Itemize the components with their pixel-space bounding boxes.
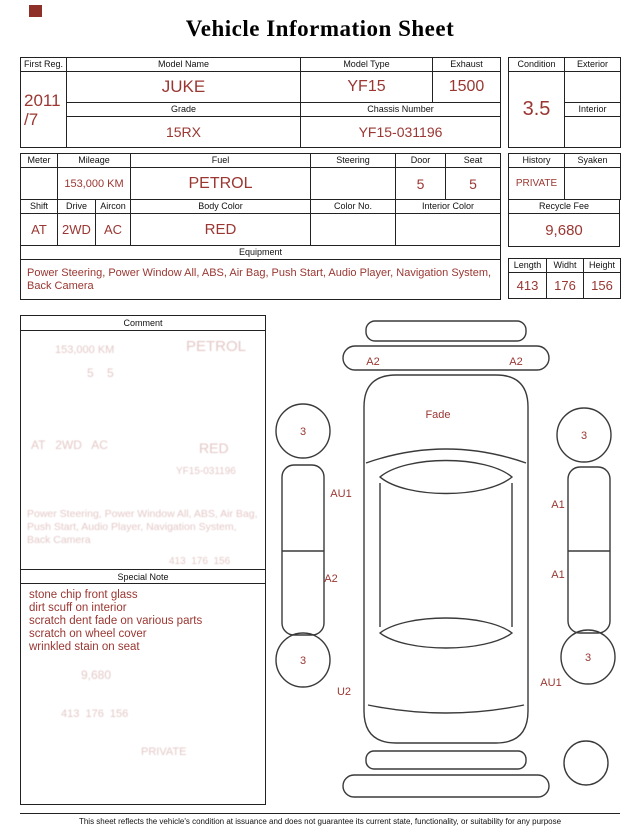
rear-window xyxy=(380,618,512,648)
ghost-text: YF15-031196 xyxy=(176,466,236,477)
special-note-line: scratch on wheel cover xyxy=(29,628,147,640)
special-note-line: dirt scuff on interior xyxy=(29,602,127,614)
fuel-label: Fuel xyxy=(131,154,311,168)
right-side-panel xyxy=(568,467,610,633)
door-value: 5 xyxy=(396,168,446,200)
grade-value: 15RX xyxy=(67,117,301,148)
special-note-line: wrinkled stain on seat xyxy=(29,641,140,653)
exterior-label: Exterior xyxy=(565,58,621,72)
ghost-text: Power Steering, Power Window All, ABS, Air Bag, Push Start, Audio Player, Navigation System, Back Camera xyxy=(27,508,258,546)
mark-left-rear: U2 xyxy=(336,686,352,698)
mark-wheel-fr: 3 xyxy=(580,430,588,442)
mileage-value: 153,000 KM xyxy=(58,168,131,200)
model-type-label: Model Type xyxy=(301,58,433,72)
condition-value: 3.5 xyxy=(509,72,565,148)
door-label: Door xyxy=(396,154,446,168)
car-body-outline xyxy=(364,375,528,743)
history-table xyxy=(508,153,621,200)
condition-label: Condition xyxy=(509,58,565,72)
recycle-fee-table xyxy=(508,199,620,247)
width-value: 176 xyxy=(547,273,584,299)
front-bumper-inner xyxy=(366,321,526,341)
rear-bumper-inner xyxy=(366,751,526,769)
shift-value: AT xyxy=(21,214,58,246)
equipment-label: Equipment xyxy=(21,246,501,260)
history-value: PRIVATE xyxy=(509,168,565,200)
body-color-label: Body Color xyxy=(131,200,311,214)
car-condition-diagram xyxy=(268,315,628,815)
rear-bumper xyxy=(343,775,549,797)
dimensions-table xyxy=(508,258,621,299)
mark-hood-fade: Fade xyxy=(425,409,451,421)
ghost-text: PETROL xyxy=(186,338,247,355)
length-label: Length xyxy=(509,259,547,273)
exterior-value xyxy=(565,72,621,103)
details-table xyxy=(20,153,501,300)
mark-front-right: A2 xyxy=(509,356,523,368)
special-note-line: scratch dent fade on various parts xyxy=(29,615,203,627)
first-reg-month: /7 xyxy=(24,109,39,129)
shift-label: Shift xyxy=(21,200,58,214)
footer xyxy=(20,813,620,826)
mark-wheel-rl: 3 xyxy=(299,655,307,667)
history-label: History xyxy=(509,154,565,168)
body-color-value: RED xyxy=(131,214,311,246)
color-no-label: Color No. xyxy=(311,200,396,214)
ghost-text: PRIVATE xyxy=(141,746,187,758)
ghost-text: 9,680 xyxy=(81,668,112,682)
width-label: Widht xyxy=(547,259,584,273)
color-no-value xyxy=(311,214,396,246)
registration-table xyxy=(20,57,501,148)
fuel-value: PETROL xyxy=(131,168,311,200)
comment-label: Comment xyxy=(21,316,265,331)
first-reg-label: First Reg. xyxy=(21,58,67,72)
special-note-label: Special Note xyxy=(21,569,265,584)
recycle-fee-label: Recycle Fee xyxy=(509,200,620,214)
model-name-label: Model Name xyxy=(67,58,301,72)
ghost-text: 153,000 KM xyxy=(55,344,115,356)
trunk-line xyxy=(368,705,524,713)
interior-value xyxy=(565,117,621,148)
ghost-text: 413 176 156 xyxy=(61,708,129,720)
mark-wheel-fl: 3 xyxy=(299,426,307,438)
equipment-value: Power Steering, Power Window All, ABS, Air Bag, Push Start, Audio Player, Navigation System, Back Camera xyxy=(21,260,501,300)
drive-label: Drive xyxy=(58,200,96,214)
steering-value xyxy=(311,168,396,200)
spare-wheel xyxy=(564,741,608,785)
mark-left-front-door: AU1 xyxy=(330,488,352,500)
mark-wheel-rr: 3 xyxy=(584,652,592,664)
drive-value: 2WD xyxy=(58,214,96,246)
meter-value xyxy=(21,168,58,200)
special-note-list xyxy=(29,589,261,654)
mark-right-rear: AU1 xyxy=(540,677,562,689)
chassis-label: Chassis Number xyxy=(301,103,501,117)
page-title: Vehicle Information Sheet xyxy=(185,16,455,41)
comment-box xyxy=(20,315,266,805)
exhaust-label: Exhaust xyxy=(433,58,501,72)
mileage-label: Mileage xyxy=(58,154,131,168)
interior-label: Interior xyxy=(565,103,621,117)
mark-right-front-door: A1 xyxy=(551,499,565,511)
interior-color-label: Interior Color xyxy=(396,200,501,214)
exhaust-value: 1500 xyxy=(433,72,501,103)
length-value: 413 xyxy=(509,273,547,299)
syaken-label: Syaken xyxy=(565,154,621,168)
condition-table xyxy=(508,57,621,148)
interior-color-value xyxy=(396,214,501,246)
ghost-text: AT 2WD AC xyxy=(31,438,108,452)
first-reg-year: 2011 xyxy=(24,90,61,110)
syaken-value xyxy=(565,168,621,200)
left-side-panel xyxy=(282,465,324,635)
ghost-text: 5 5 xyxy=(87,366,114,380)
model-type-value: YF15 xyxy=(301,72,433,103)
meter-label: Meter xyxy=(21,154,58,168)
aircon-value: AC xyxy=(96,214,131,246)
grade-label: Grade xyxy=(67,103,301,117)
recycle-fee-value: 9,680 xyxy=(509,214,620,247)
aircon-label: Aircon xyxy=(96,200,131,214)
chassis-value: YF15-031196 xyxy=(301,117,501,148)
mark-right-rear-door: A1 xyxy=(551,569,565,581)
seat-value: 5 xyxy=(446,168,501,200)
footer-disclaimer: This sheet reflects the vehicle's condition at issuance and does not guarantee its current state, functionality, or suitability for any purpose xyxy=(78,817,562,826)
ghost-text: 413 176 156 xyxy=(169,556,231,567)
mark-left-rear-door: A2 xyxy=(324,573,338,585)
special-note-line: stone chip front glass xyxy=(29,589,138,601)
seat-label: Seat xyxy=(446,154,501,168)
mark-front-left: A2 xyxy=(366,356,380,368)
height-value: 156 xyxy=(584,273,621,299)
model-name-value: JUKE xyxy=(67,72,301,103)
steering-label: Steering xyxy=(311,154,396,168)
windshield xyxy=(380,461,512,494)
first-reg-value xyxy=(21,72,67,148)
ghost-text: RED xyxy=(199,440,229,456)
height-label: Height xyxy=(584,259,621,273)
